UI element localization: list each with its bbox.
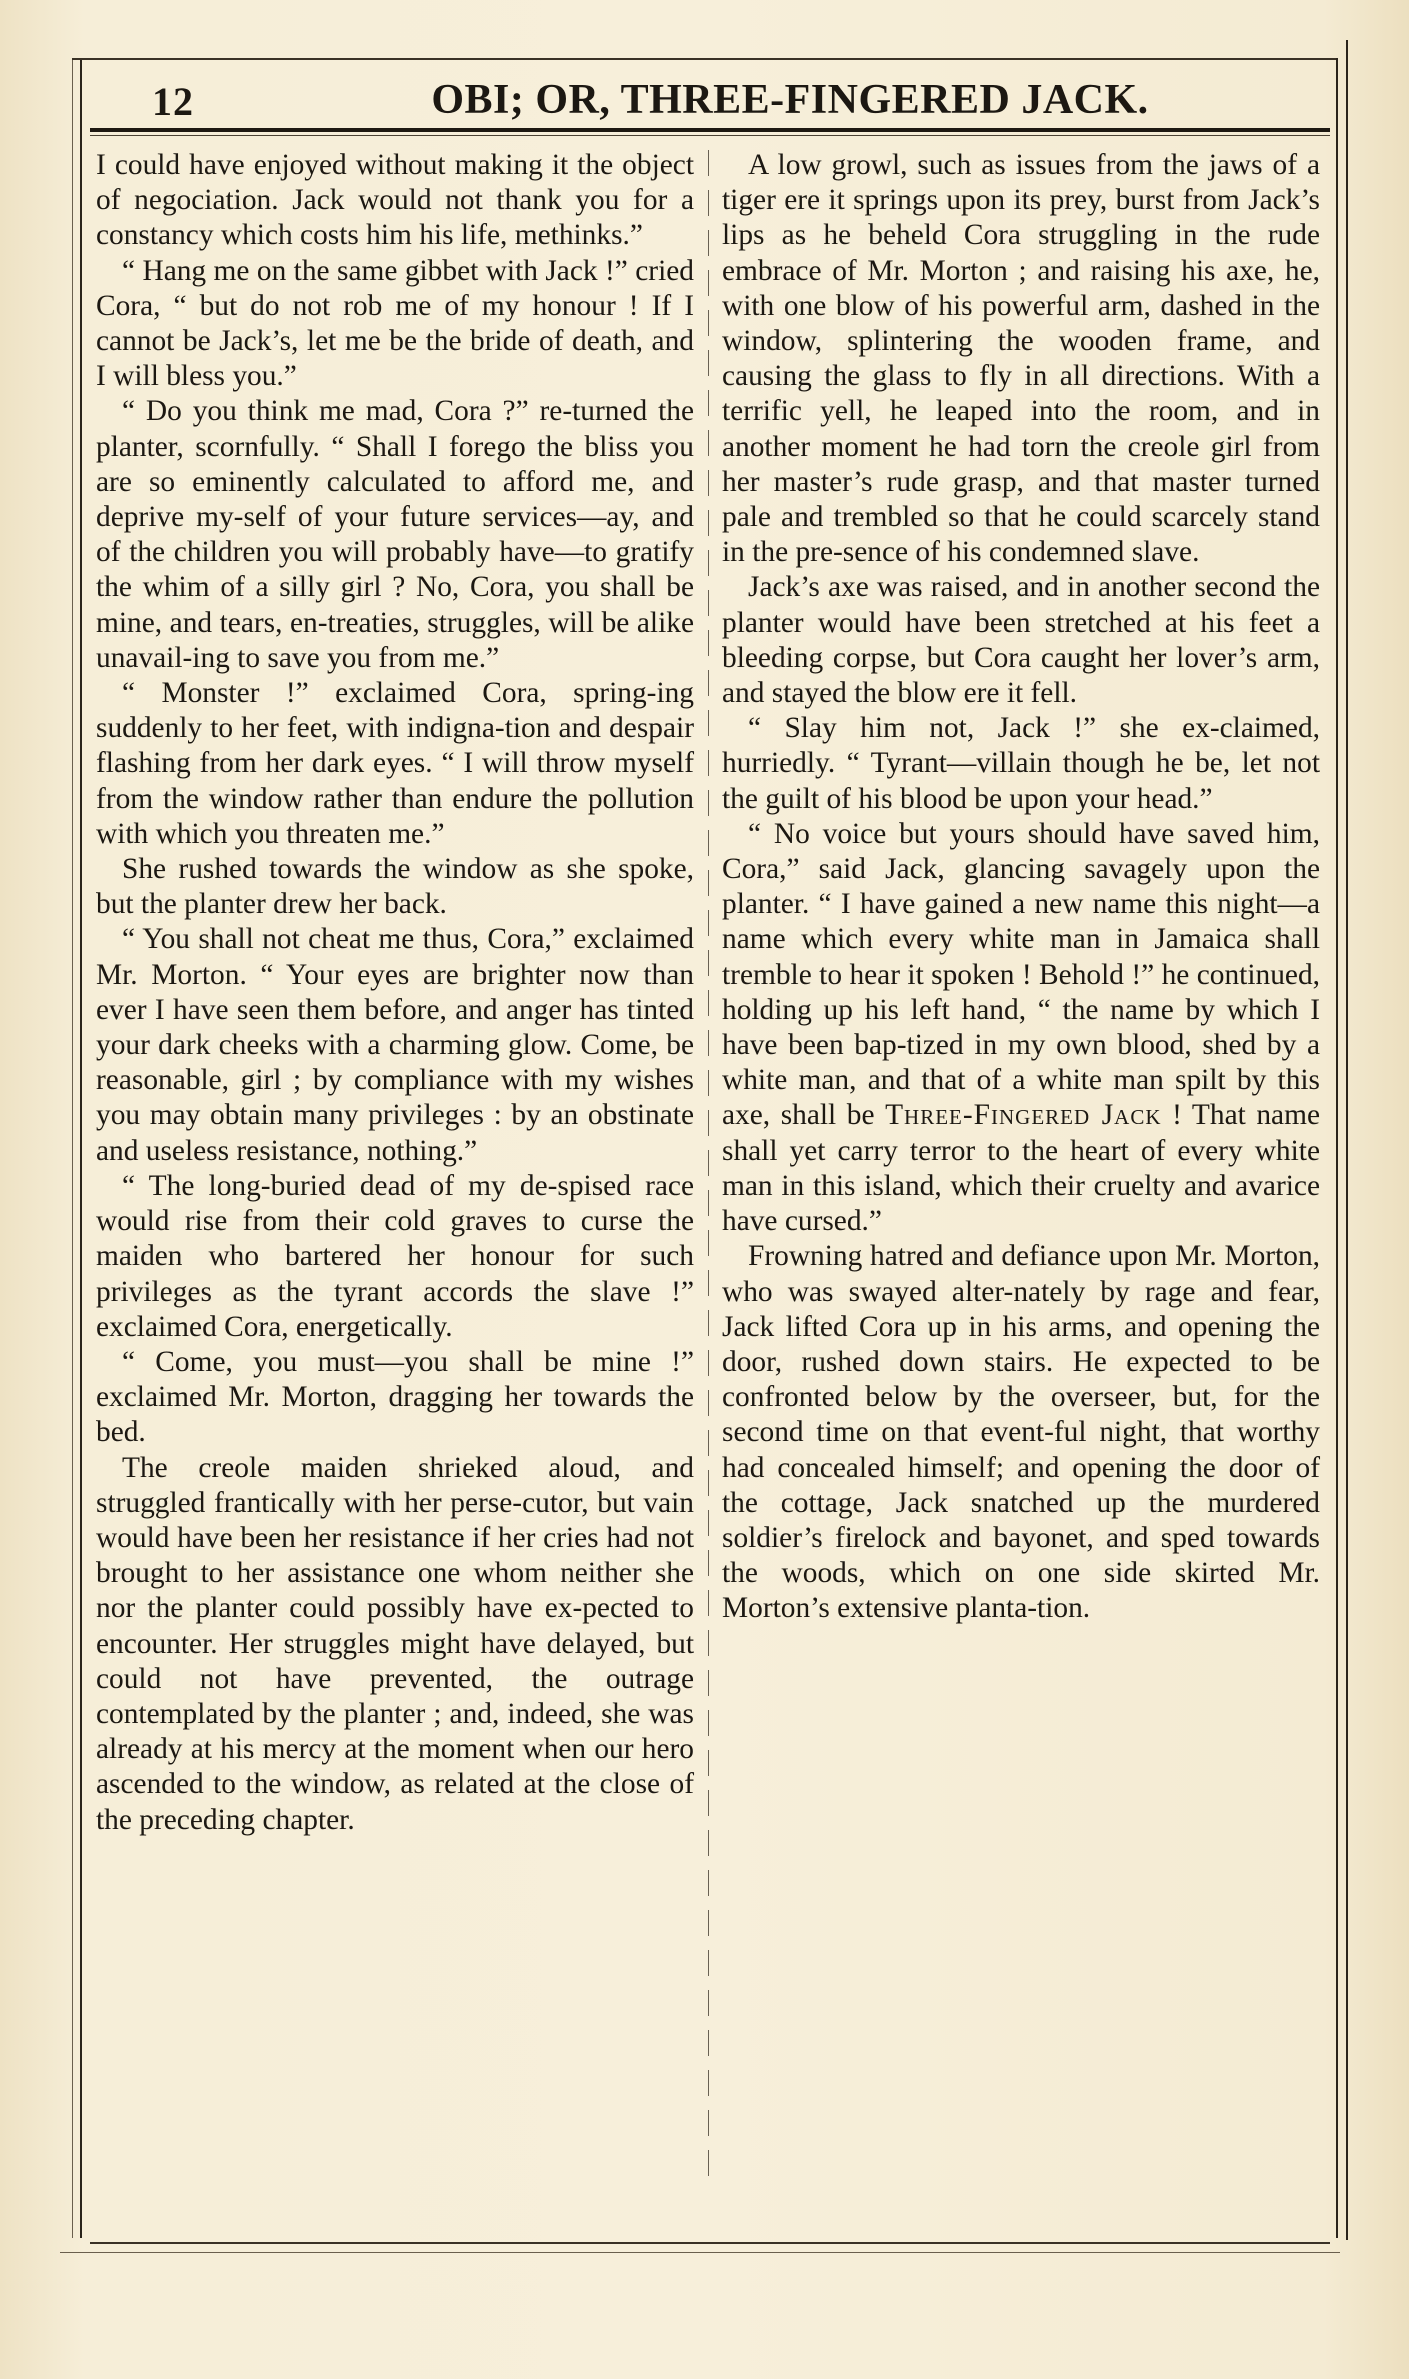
paragraph: “ The long-buried dead of my de-spised race would rise from their cold graves to curse the maiden who bartered her honour for such privileges as the tyrant accords the slave !” exclaimed Cora, energetically. — [96, 1169, 694, 1343]
paragraph: Jack’s axe was raised, and in another second the planter would have been stretched at his feet a bleeding corpse, but Cora caught her lover’s arm, and stayed the blow ere it fell. — [722, 571, 1320, 710]
paragraph: “ Do you think me mad, Cora ?” re-turned the planter, scornfully. “ Shall I forego the bliss you are so eminently calculated to afford me, and deprive my-self of your future services—ay, and of the children you will probably have—to gratify the whim of a silly girl ? No, Cora, you shall be mine, and tears, en-treaties, struggles, will be alike unavail-ing to save you from me.” — [96, 395, 694, 674]
page-border-right-outer — [1346, 40, 1348, 2240]
header-rule-thin — [90, 135, 1330, 136]
column-divider — [708, 150, 709, 2190]
paragraph — [722, 817, 1320, 1239]
paragraph: She rushed towards the window as she spoke, but the planter drew her back. — [96, 853, 694, 921]
right-column — [722, 148, 1320, 1627]
paragraph: “ Come, you must—you shall be mine !” exclaimed Mr. Morton, dragging her towards the bed. — [96, 1345, 694, 1449]
running-title: OBI; OR, THREE-FINGERED JACK. — [431, 77, 1149, 123]
footer-rule — [90, 2242, 1330, 2244]
paragraph: I could have enjoyed without making it the object of negociation. Jack would not thank you for a constancy which costs him his life, methinks.” — [96, 149, 694, 252]
header-rule — [90, 128, 1330, 132]
left-column — [96, 148, 694, 1838]
paragraph-text: ! That name shall yet carry terror to the heart of every white man in this island, which their cruelty and avarice have cursed.” — [722, 1099, 1320, 1238]
page-number: 12 — [152, 79, 194, 124]
paragraph: “ You shall not cheat me thus, Cora,” exclaimed Mr. Morton. “ Your eyes are brighter now than ever I have seen them before, and anger has tinted your dark cheeks with a charming glow. Come, be reasonable, girl ; by compliance with my wishes you may obtain many privileges : by an obstinate and useless resistance, nothing.” — [96, 923, 694, 1167]
paragraph: Frowning hatred and defiance upon Mr. Morton, who was swayed alter-nately by rage and fear, Jack lifted Cora up in his arms, and opening the door, rushed down stairs. He expected to be confronted below by the overseer, but, for the second time on that event-ful night, that worthy had concealed himself; and opening the door of the cottage, Jack snatched up the murdered soldier’s firelock and bayonet, and sped towards the woods, which on one side skirted Mr. Morton’s extensive planta-tion. — [722, 1240, 1320, 1625]
page-border-left — [80, 58, 82, 2238]
paragraph: “ Slay him not, Jack !” she ex-claimed, hurriedly. “ Tyrant—villain though he be, let not the guilt of his blood be upon your head.” — [722, 712, 1320, 815]
paragraph: A low growl, such as issues from the jaws of a tiger ere it springs upon its prey, burst from Jack’s lips as he beheld Cora struggling in the rude embrace of Mr. Morton ; and raising his axe, he, with one blow of his powerful arm, dashed in the window, splintering the wooden frame, and causing the glass to fly in all directions. With a terrific yell, he leaped into the room, and in another moment he had torn the creole girl from her master’s rude grasp, and that master turned pale and trembled so that he could scarcely stand in the pre-sence of his condemned slave. — [722, 149, 1320, 569]
paragraph: The creole maiden shrieked aloud, and struggled frantically with her perse-cutor, but vain would have been her resistance if her cries had not brought to her assistance one whom neither she nor the planter could possibly have ex-pected to encounter. Her struggles might have delayed, but could not have prevented, the outrage contemplated by the planter ; and, indeed, she was already at his mercy at the moment when our hero ascended to the window, as related at the close of the preceding chapter. — [96, 1451, 694, 1836]
page-border-top — [72, 58, 1338, 60]
paragraph-text: “ No voice but yours should have saved him, Cora,” said Jack, glancing savagely upon the planter. “ I have gained a new name this night—a name which every white man in Jamaica shall tremble to hear it spoken ! Behold !” he continued, holding up his left hand, “ the name by which I have been bap-tized in my own blood, shed by a white man, and that of a white man spilt by this axe, shall be — [722, 817, 1320, 1132]
paragraph: “ Monster !” exclaimed Cora, spring-ing suddenly to her feet, with indigna-tion and despair flashing from her dark eyes. “ I will throw myself from the window rather than endure the pollution with which you threaten me.” — [96, 677, 694, 850]
page-border-left-outer — [72, 58, 73, 2238]
page-border-right — [1336, 58, 1338, 2238]
footer-rule-thin — [60, 2252, 1340, 2253]
paragraph: “ Hang me on the same gibbet with Jack !” cried Cora, “ but do not rob me of my honour ! If I cannot be Jack’s, let me be the bride of death, and I will bless you.” — [96, 254, 694, 393]
small-caps-name: Three-Fingered Jack — [885, 1099, 1162, 1132]
page-header — [90, 68, 1330, 128]
